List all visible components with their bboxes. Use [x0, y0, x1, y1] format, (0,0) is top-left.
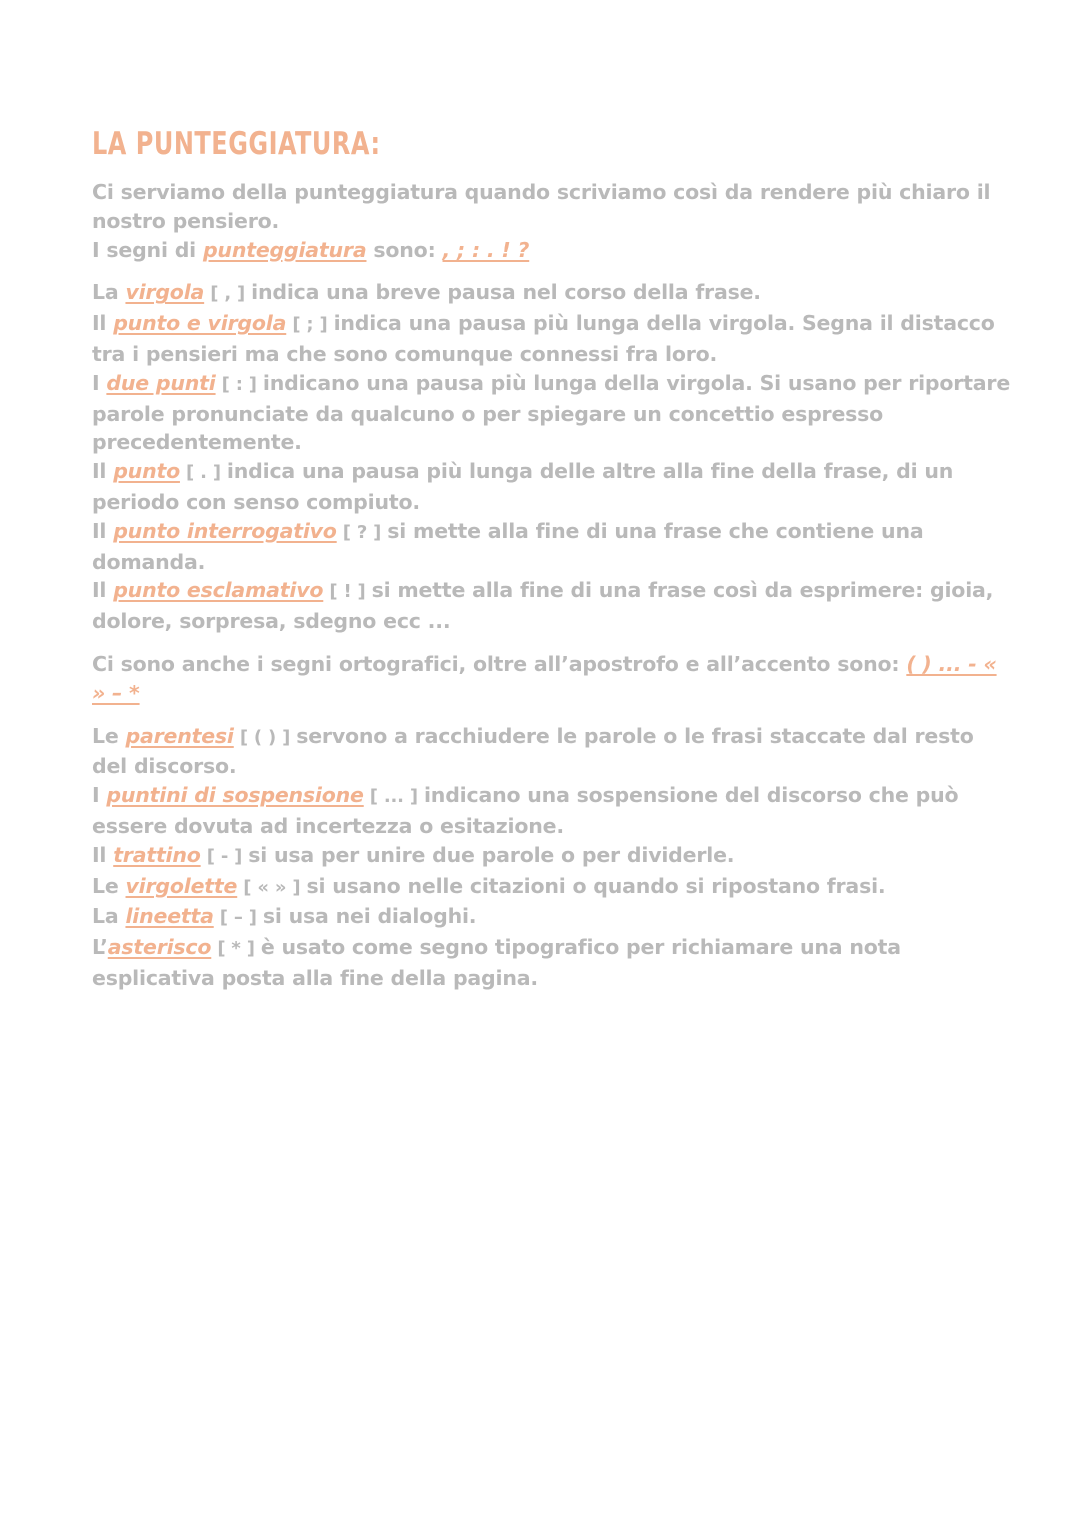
highlight-term: punteggiatura: [202, 237, 367, 262]
mark-prefix: Il: [92, 311, 114, 336]
intro-paragraph: [92, 178, 1012, 264]
mark-symbol: [ ? ]: [336, 521, 388, 543]
sign-term-trattino: trattino: [113, 842, 201, 867]
mark-term-due-punti: due punti: [106, 370, 216, 395]
punctuation-symbols: , ; : . ! ?: [442, 237, 530, 262]
mark-term-punto: punto: [113, 459, 180, 484]
sign-term-asterisco: asterisco: [107, 935, 212, 960]
mark-text: indicano una pausa più lunga della virgola. Si usano per riportare parole pronunciate da qualcuno o per spiegare un concettio espresso precedentemente.: [92, 370, 1011, 455]
mark-term-virgola: virgola: [125, 280, 205, 305]
mark-symbol: [ . ]: [179, 462, 227, 484]
mark-prefix: Il: [92, 459, 114, 484]
spacer: [92, 264, 1012, 278]
sign-prefix: La: [92, 904, 126, 929]
ortho-text: Ci sono anche i segni ortografici, oltre all’apostrofo e all’accento sono:: [92, 651, 907, 676]
mark-term-punto-interrogativo: punto interrogativo: [113, 518, 337, 543]
intro-line-2-a: I segni di: [92, 237, 203, 262]
sign-text: è usato come segno tipografico per richiamare una nota esplicativa posta alla fine della pagina.: [92, 935, 901, 990]
sign-prefix: Il: [92, 842, 114, 867]
sign-term-virgolette: virgolette: [125, 873, 238, 898]
sign-text: servono a racchiudere le parole o le frasi staccate dal resto del discorso.: [92, 723, 974, 779]
sign-prefix: L’: [92, 935, 108, 960]
mark-symbol: [ ! ]: [323, 581, 372, 603]
mark-text: si mette alla fine di una frase che contiene una domanda.: [92, 518, 924, 574]
mark-text: indica una pausa più lunga delle altre alla fine della frase, di un periodo con senso compiuto.: [92, 459, 954, 514]
sign-prefix: I: [92, 783, 107, 808]
mark-prefix: Il: [92, 518, 114, 543]
mark-symbol: [ : ]: [215, 373, 263, 395]
page-title: LA PUNTEGGIATURA:: [92, 126, 381, 162]
sign-symbol: [ ( ) ]: [233, 726, 297, 748]
sign-prefix: Le: [92, 873, 126, 898]
mark-symbol: [ , ]: [204, 283, 252, 305]
sign-symbol: [ * ]: [211, 938, 261, 960]
mark-term-punto-e-virgola: punto e virgola: [113, 311, 287, 336]
mark-text: indica una breve pausa nel corso della frase.: [251, 280, 761, 305]
signs-paragraph: [92, 722, 1012, 993]
mark-text: indica una pausa più lunga della virgola. Segna il distacco tra i pensieri ma che sono comunque connessi fra loro.: [92, 311, 995, 366]
sign-term-parentesi: parentesi: [125, 723, 234, 748]
sign-symbol: [ - ]: [200, 845, 249, 867]
sign-text: si usa nei dialoghi.: [262, 904, 477, 929]
sign-text: si usano nelle citazioni o quando si ripostano frasi.: [306, 873, 886, 898]
ortho-symbols: ( ) ... - « » – *: [92, 651, 997, 705]
ortho-paragraph: [92, 650, 1012, 708]
marks-paragraph: [92, 278, 1012, 636]
sign-text: indicano una sospensione del discorso che può essere dovuta ad incertezza o esitazione.: [92, 783, 959, 838]
sign-term-puntini-di-sospensione: puntini di sospensione: [106, 783, 364, 808]
mark-term-punto-esclamativo: punto esclamativo: [113, 578, 324, 603]
mark-text: si mette alla fine di una frase così da esprimere: gioia, dolore, sorpresa, sdegno ecc ...: [92, 578, 994, 634]
mark-symbol: [ ; ]: [286, 314, 334, 336]
spacer: [92, 708, 1012, 722]
mark-prefix: Il: [92, 578, 114, 603]
mark-prefix: I: [92, 370, 107, 395]
sign-symbol: [ ... ]: [363, 786, 424, 808]
intro-line-2-b: sono:: [366, 237, 443, 262]
notes-page: [92, 122, 1012, 993]
sign-prefix: Le: [92, 723, 126, 748]
sign-text: si usa per unire due parole o per dividerle.: [248, 842, 735, 867]
sign-symbol: [ – ]: [213, 907, 263, 929]
sign-term-lineetta: lineetta: [125, 904, 214, 929]
intro-line-1: Ci serviamo della punteggiatura quando scriviamo così da rendere più chiaro il nostro pensiero.: [92, 180, 991, 233]
spacer: [92, 636, 1012, 650]
sign-symbol: [ « » ]: [237, 876, 307, 898]
mark-prefix: La: [92, 280, 126, 305]
